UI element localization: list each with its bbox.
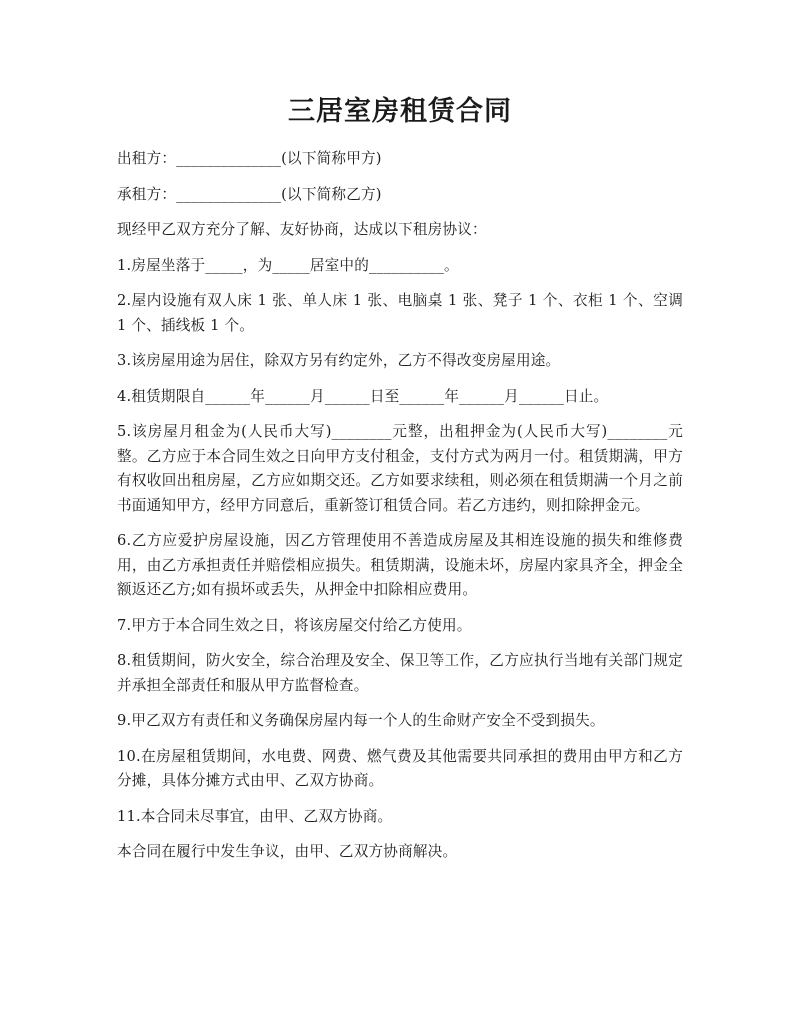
dispute-resolution: 本合同在履行中发生争议，由甲、乙双方协商解决。 [117, 843, 458, 860]
clause-8: 8.租赁期间，防火安全，综合治理及安全、保卫等工作，乙方应执行当地有关部门规定并承担全部责任和服从甲方监督检查。 [117, 652, 683, 694]
document-title: 三居室房租赁合同 [288, 96, 512, 127]
clause-9: 9.甲乙双方有责任和义务确保房屋内每一个人的生命财产安全不受到损失。 [117, 712, 605, 729]
clause-7: 7.甲方于本合同生效之日，将该房屋交付给乙方使用。 [117, 616, 472, 634]
clause-5: 5.该房屋月租金为(人民币大写)________元整，出租押金为(人民币大写)________元整。乙方应于本合同生效之日向甲方支付租金，支付方式为两月一付。租赁期满，甲方有权收回出租房屋，乙方应如期交还。乙方如要求续租，则必须在租赁期满一个月之前书面通知甲方，经甲方同意后，重新签订租赁合同。若乙方违约，则扣除押金元。 [117, 423, 683, 514]
clause-10: 10.在房屋租赁期间，水电费、网费、燃气费及其他需要共同承担的费用由甲方和乙方分摊，具体分摊方式由甲、乙双方协商。 [117, 747, 683, 789]
clause-6: 6.乙方应爱护房屋设施，因乙方管理使用不善造成房屋及其相连设施的损失和维修费用，由乙方承担责任并赔偿相应损失。租赁期满，设施未坏，房屋内家具齐全，押金全额返还乙方;如有损坏或丢失，从押金中扣除相应费用。 [117, 532, 683, 598]
clause-11: 11.本合同未尽事宜，由甲、乙双方协商。 [117, 807, 393, 825]
lessee-line: 承租方：______________(以下简称乙方) [117, 185, 382, 203]
clause-1: 1.房屋坐落于_____，为_____居室中的__________。 [117, 256, 459, 274]
clause-4: 4.租赁期限自______年______月______日至______年______月______日止。 [117, 387, 609, 405]
document-body [117, 147, 683, 876]
preamble: 现经甲乙双方充分了解、友好协商，达成以下租房协议： [117, 221, 487, 238]
clause-3: 3.该房屋用途为居住，除双方另有约定外，乙方不得改变房屋用途。 [117, 352, 561, 369]
lessor-line: 出租方：______________(以下简称甲方) [117, 150, 382, 167]
clause-2: 2.屋内设施有双人床 1 张、单人床 1 张、电脑桌 1 张、凳子 1 个、衣柜 1 个、空调 1 个、插线板 1 个。 [117, 292, 683, 334]
